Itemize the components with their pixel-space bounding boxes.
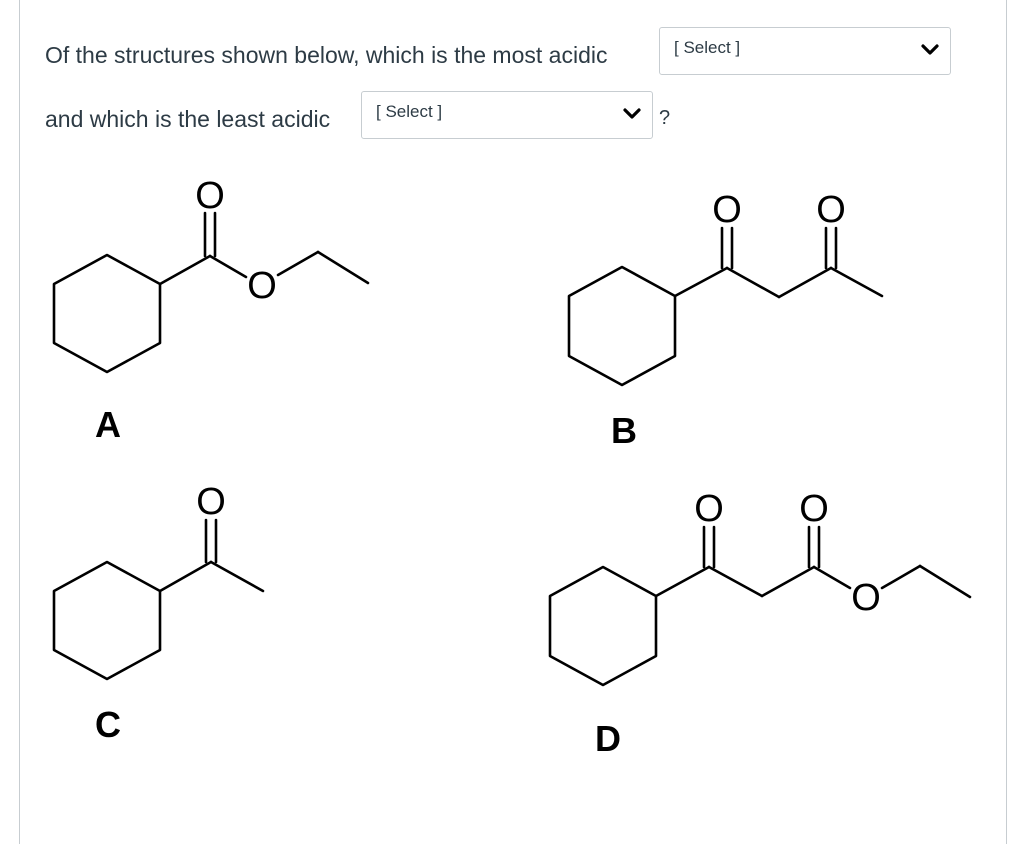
atom-o: O xyxy=(816,189,846,231)
question-mark: ? xyxy=(659,107,671,129)
question-line-2: and which is the least acidic xyxy=(45,106,331,132)
structure-label-c: C xyxy=(95,704,121,745)
structure-b xyxy=(569,228,882,385)
atom-o: O xyxy=(195,175,225,217)
atom-o: O xyxy=(694,488,724,530)
atom-o: O xyxy=(799,488,829,530)
most-acidic-select-value: [ Select ] xyxy=(674,38,741,57)
structure-label-d: D xyxy=(595,718,621,759)
structure-c xyxy=(54,520,263,679)
atom-o: O xyxy=(851,577,881,619)
least-acidic-select-value: [ Select ] xyxy=(376,102,443,121)
structure-label-b: B xyxy=(611,410,637,451)
atom-o: O xyxy=(196,481,226,523)
structure-d xyxy=(550,527,970,685)
atom-o: O xyxy=(712,189,742,231)
structure-label-a: A xyxy=(95,404,121,445)
question-line-1: Of the structures shown below, which is the most acidic xyxy=(45,42,608,68)
atom-o: O xyxy=(247,265,277,307)
structure-a xyxy=(54,213,368,372)
